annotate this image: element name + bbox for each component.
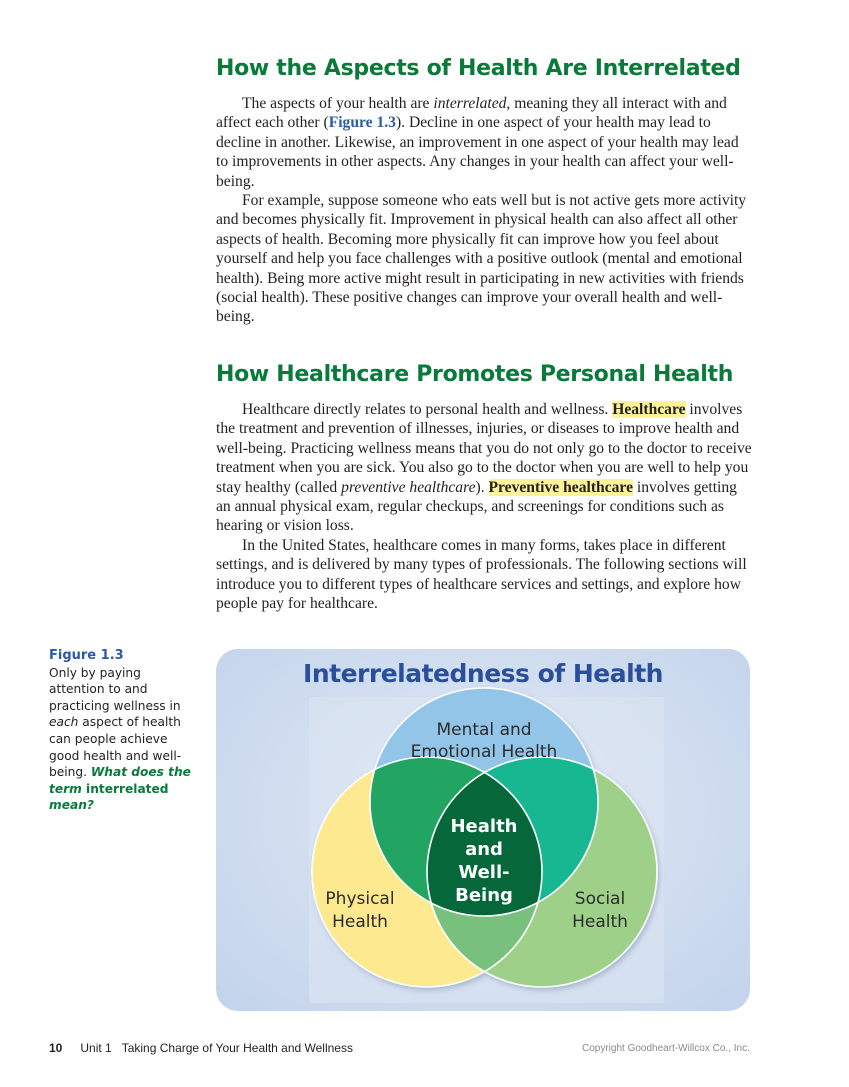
figure-reference-link[interactable]: Figure 1.3 [328,114,396,132]
section2-body [216,400,752,613]
unit-title: Taking Charge of Your Health and Wellness [121,1041,353,1055]
center-label-line3: Well- [458,862,510,883]
label-social-line1: Social [574,889,626,909]
paragraph: Healthcare directly relates to personal health and wellness. Healthcare involves the treatment and prevention of illnesses, injuries, or diseases to improve health and well-being. Practicing wellness means that you do not only go to the doctor to receive treatment when you are sick. You also go to the doctor when you are well to help you stay healthy (called preventive healthcare). Preventive healthcare involves getting an annual physical exam, regular checkups, and screenings for conditions such as hearing or vision loss. [216,401,752,535]
caption-question: What does the term interrelated mean? [49,765,191,813]
label-social-line2: Health [572,912,628,932]
section-heading-healthcare: How Healthcare Promotes Personal Health [216,362,734,387]
label-mental-line1: Mental and [436,720,532,740]
figure-title: Interrelatedness of Health [303,659,663,688]
page-footer [49,1041,353,1055]
figure-label: Figure 1.3 [49,648,124,663]
center-label-line1: Health [450,816,518,837]
paragraph: For example, suppose someone who eats well but is not active gets more activity and becomes physically fit. Improvement in physical health can also affect all other aspects of health. Becoming more physically fit can improve how you feel about yourself and help you face challenges with a positive outlook (mental and emotional health). Being more active might result in participating in new activities with friends (social health). These positive changes can improve your overall health and well-being. [216,192,747,326]
paragraph: In the United States, healthcare comes in many forms, takes place in different settings, and is delivered by many types of professionals. The following sections will introduce you to different types of healthcare services and settings, and explore how people pay for healthcare. [216,536,747,613]
venn-diagram-figure [216,649,750,1011]
label-physical-line2: Health [332,912,388,932]
label-mental-line2: Emotional Health [410,742,558,762]
copyright: Copyright Goodheart-Willcox Co., Inc. [582,1043,750,1054]
figure-caption: Figure 1.3 Only by paying attention to and practicing wellness in each aspect of health can people achieve good health and well-being. What does the term interrelated mean? [49,648,199,814]
page-number: 10 [49,1041,63,1055]
center-label-line2: and [465,839,503,860]
paragraph: The aspects of your health are interrelated, meaning they all interact with and affect each other (Figure 1.3). Decline in one aspect of your health may lead to decline in another. Likewise, an improvement in one aspect of your health may lead to improvements in other aspects. Any changes in your health can affect your well-being. [216,95,739,190]
key-term-preventive-healthcare: Preventive healthcare [488,478,633,496]
venn-diagram [216,649,750,1011]
key-term-healthcare: Healthcare [612,401,686,418]
unit-label: Unit 1 [80,1041,112,1055]
center-label-line4: Being [455,885,513,906]
section1-body [216,94,752,327]
label-physical-line1: Physical [325,889,395,909]
section-heading-interrelated: How the Aspects of Health Are Interrelated [216,56,741,81]
